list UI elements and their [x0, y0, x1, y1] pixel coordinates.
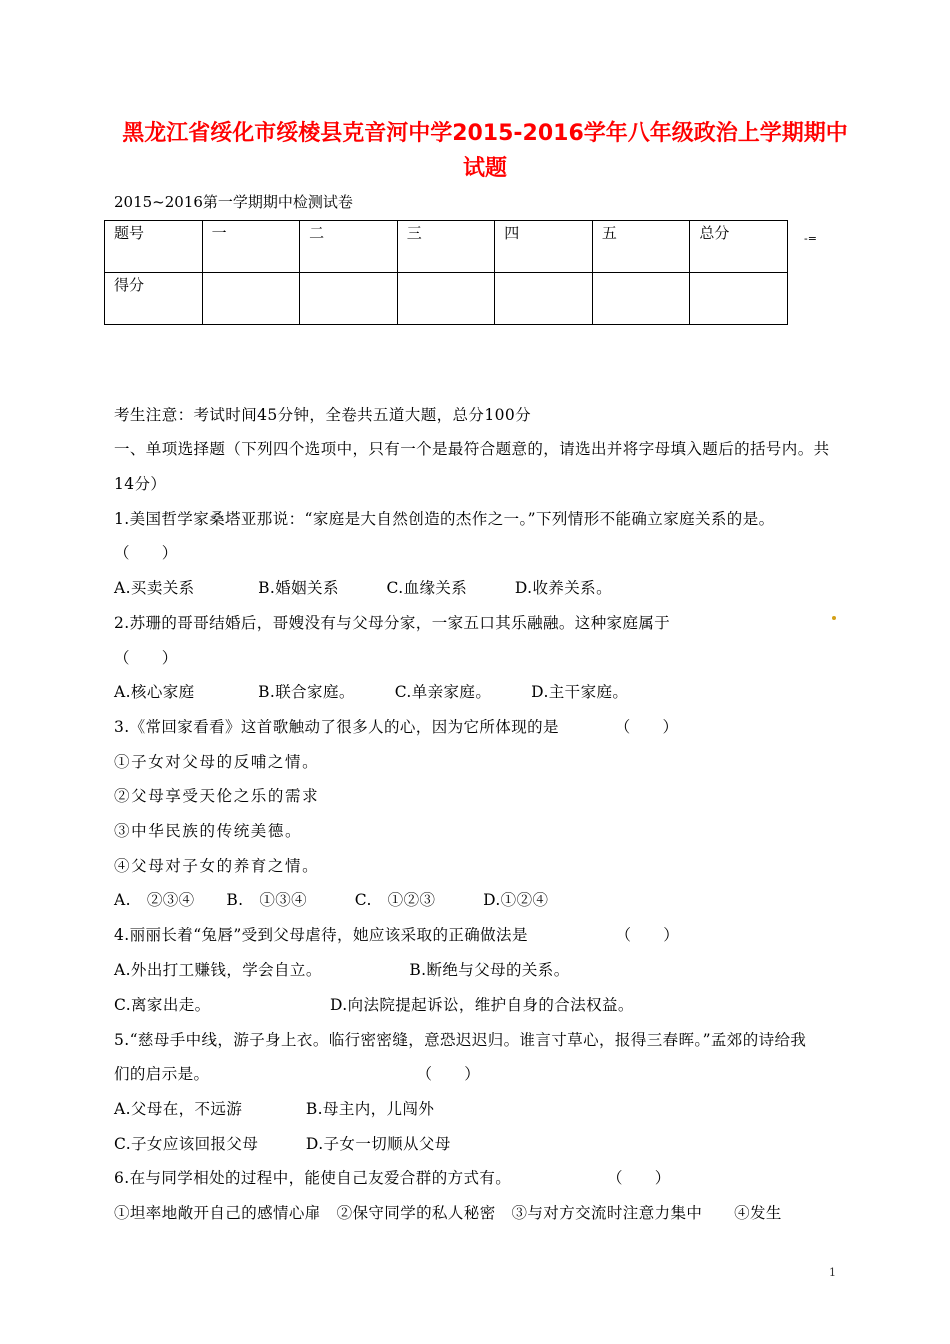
question-2-options: A.核心家庭 B.联合家庭。 C.单亲家庭。 D.主干家庭。 [114, 683, 629, 701]
question-5-cont: 们的启示是。 （ ） [114, 1065, 481, 1083]
section-heading: 一、单项选择题（下列四个选项中，只有一个是最符合题意的，请选出并将字母填入题后的括号内。共 [114, 440, 830, 458]
question-4-options-cd: C.离家出走。 D.向法院提起诉讼，维护自身的合法权益。 [114, 996, 634, 1014]
question-4-options-ab: A.外出打工赚钱，学会自立。 B.断绝与父母的关系。 [114, 961, 570, 979]
score-table [104, 220, 788, 325]
statement-4: ④父母对子女的养育之情。 [114, 857, 320, 875]
question-1: 1.美国哲学家桑塔亚那说：“家庭是大自然创造的杰作之一。”下列情形不能确立家庭关系的是。 [114, 510, 775, 528]
exam-subtitle: 2015~2016第一学期期中检测试卷 [114, 193, 353, 211]
score-cell [592, 273, 690, 325]
question-3: 3.《常回家看看》这首歌触动了很多人的心，因为它所体现的是 （ ） [114, 718, 679, 736]
header-cell: 题号 [105, 221, 203, 273]
page-number: 1 [829, 1266, 836, 1279]
score-table-score-row [105, 273, 788, 325]
question-2: 2.苏珊的哥哥结婚后，哥嫂没有与父母分家，一家五口其乐融融。这种家庭属于 [114, 614, 671, 632]
exam-notice: 考生注意：考试时间45分钟，全卷共五道大题，总分100分 [114, 406, 532, 424]
side-mark: -= [804, 232, 817, 245]
score-row-label: 得分 [105, 273, 203, 325]
question-4: 4.丽丽长着“兔唇”受到父母虐待，她应该采取的正确做法是 （ ） [114, 926, 680, 944]
header-cell: 三 [397, 221, 495, 273]
statement-2: ②父母享受天伦之乐的需求 [114, 787, 320, 805]
question-6: 6.在与同学相处的过程中，能使自己友爱合群的方式有。 （ ） [114, 1169, 671, 1187]
document-title [100, 116, 870, 186]
score-cell [300, 273, 398, 325]
question-3-options: A. ②③④ B. ①③④ C. ①②③ D.①②④ [114, 891, 549, 909]
title-line-2: 试题 [462, 156, 507, 181]
score-cell [397, 273, 495, 325]
question-5: 5.“慈母手中线，游子身上衣。临行密密缝，意恐迟迟归。谁言寸草心，报得三春晖。”孟郊的诗给我 [114, 1031, 807, 1049]
answer-blank: （ ） [114, 544, 178, 562]
statement-3: ③中华民族的传统美德。 [114, 822, 303, 840]
header-cell: 四 [495, 221, 593, 273]
header-cell: 二 [300, 221, 398, 273]
score-table-header-row [105, 221, 788, 273]
question-6-statements: ①坦率地敞开自己的感情心扉 ②保守同学的私人秘密 ③与对方交流时注意力集中 ④发生 [114, 1204, 782, 1222]
header-cell: 总分 [690, 221, 788, 273]
question-5-options-ab: A.父母在，不远游 B.母主内，儿闯外 [114, 1100, 435, 1118]
score-cell [495, 273, 593, 325]
question-5-options-cd: C.子女应该回报父母 D.子女一切顺从父母 [114, 1135, 451, 1153]
question-1-options: A.买卖关系 B.婚姻关系 C.血缘关系 D.收养关系。 [114, 579, 612, 597]
section-heading-cont: 14分） [114, 475, 167, 493]
score-cell [690, 273, 788, 325]
score-cell [202, 273, 300, 325]
statement-1: ①子女对父母的反哺之情。 [114, 753, 320, 771]
title-line-1: 黑龙江省绥化市绥棱县克音河中学2015-2016学年八年级政治上学期期中 [122, 121, 848, 146]
answer-blank: （ ） [114, 649, 178, 667]
header-cell: 一 [202, 221, 300, 273]
stray-dot [832, 616, 836, 620]
header-cell: 五 [592, 221, 690, 273]
